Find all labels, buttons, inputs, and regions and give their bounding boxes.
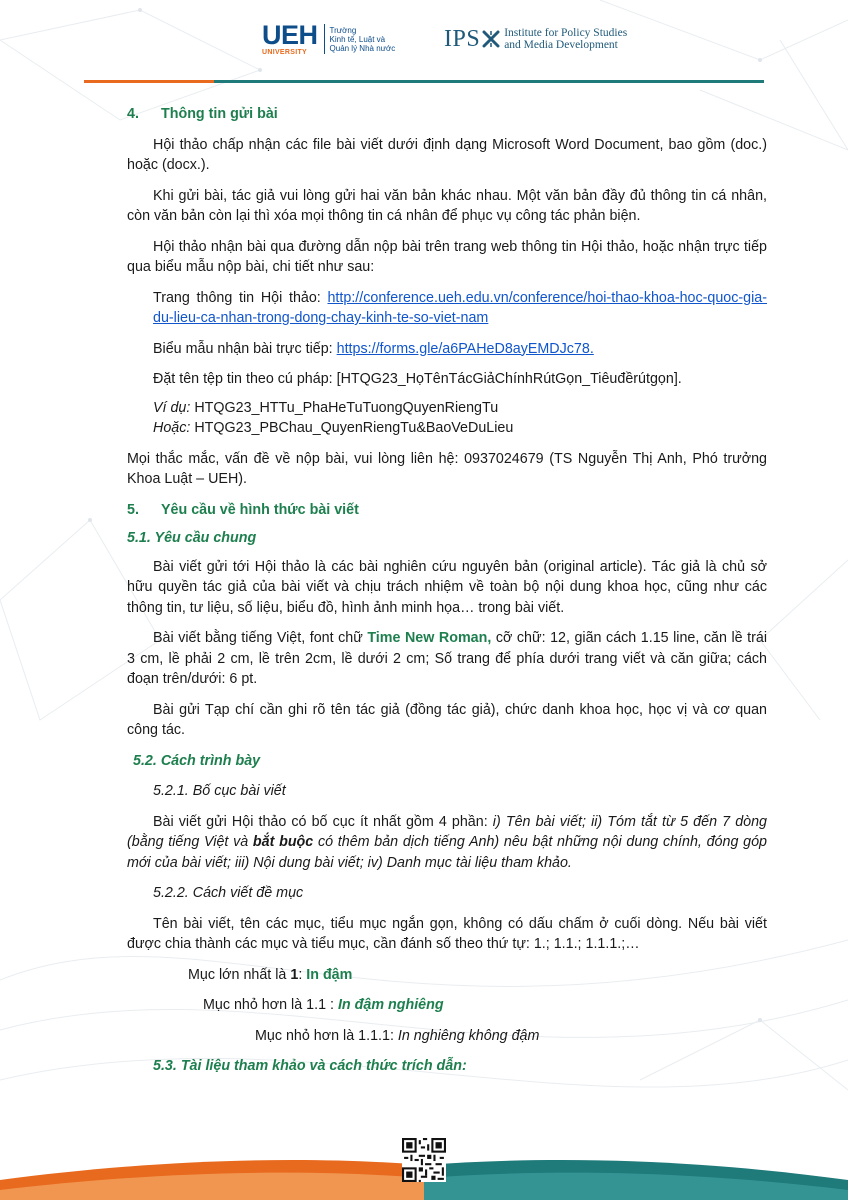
level-1-text: Mục lớn nhất là (188, 966, 291, 983)
section-5-2-1-paragraph (127, 812, 767, 874)
level-3-text: Mục nhỏ hơn là 1.1.1: (255, 1027, 398, 1044)
layout-text-rest: có thêm bản dịch tiếng Anh) nêu bật những nội dung chính, đóng góp mới của bài viết; iii) Nội dung bài viết; iv) Danh mục tài liệu tham khảo. (127, 834, 767, 871)
level-1-number: 1 (290, 966, 299, 983)
level-1-separator: : (298, 966, 307, 983)
section-4-paragraph-1: Hội thảo chấp nhận các file bài viết dưới định dạng Microsoft Word Document, bao gồm (doc.) hoặc (docx.). (127, 136, 767, 173)
heading-level-2-rule (127, 995, 767, 1016)
form-link[interactable]: https://forms.gle/a6PAHeD8ayEMDJc78. (336, 340, 594, 357)
example-label: Ví dụ: (153, 399, 191, 416)
section-4-heading (127, 104, 767, 125)
section-5-heading (127, 500, 767, 521)
website-label: Trang thông tin Hội thảo: (153, 289, 328, 306)
section-4-title: Thông tin gửi bài (161, 106, 278, 122)
section-5-1-paragraph-1: Bài viết gửi tới Hội thảo là các bài nghiên cứu nguyên bản (original article). Tác giả là chủ sở hữu quyền tác giả của bài viết và chịu trách nhiệm về toàn bộ nội dung khoa học, cũng như các thông tin, tư liệu, số liệu, biểu đồ, hình ảnh minh họa… trong bài viết. (127, 558, 767, 616)
alternative-value: HTQG23_PBChau_QuyenRiengTu&BaoVeDuLieu (190, 420, 514, 436)
level-3-style: In nghiêng không đậm (397, 1027, 540, 1044)
ips-sub-line2: and Media Development (504, 39, 618, 51)
section-5-1-heading: 5.1. Yêu cầu chung (127, 530, 257, 546)
header-divider-teal (214, 80, 764, 83)
contact-paragraph: Mọi thắc mắc, vấn đề về nộp bài, vui lòng liên hệ: 0937024679 (TS Nguyễn Thị Anh, Phó trưởng Khoa Luật – UEH). (127, 450, 767, 487)
ips-cross-icon (482, 30, 500, 48)
section-4-number: 4. (127, 106, 139, 122)
section-4-paragraph-3: Hội thảo nhận bài qua đường dẫn nộp bài trên trang web thông tin Hội thảo, hoặc nhận trực tiếp qua biểu mẫu nộp bài, chi tiết như sau: (127, 238, 767, 275)
layout-text-intro: Bài viết gửi Hội thảo có bố cục ít nhất gồm 4 phần: (153, 813, 493, 830)
ueh-wordmark (262, 22, 318, 57)
section-5-1-paragraph-3: Bài gửi Tạp chí cần ghi rõ tên tác giả (đồng tác giả), chức danh khoa học, học vị và cơ quan công tác. (127, 701, 767, 738)
layout-text-mandatory: bắt buộc (252, 834, 314, 850)
section-5-number: 5. (127, 501, 139, 518)
alternative-label: Hoặc: (153, 420, 191, 436)
form-line (127, 339, 767, 360)
ueh-sub-line1: Trường (329, 26, 357, 35)
font-text-before: Bài viết bằng tiếng Việt, font chữ (153, 630, 368, 646)
naming-rule: Đặt tên tệp tin theo cú pháp: [HTQG23_HọTênTácGiảChínhRútGọn_Tiêuđềrútgọn]. (153, 371, 682, 387)
ueh-logo-university: UNIVERSITY (262, 49, 308, 56)
ips-logo-subtitle (504, 27, 627, 51)
level-1-style: In đậm (306, 966, 353, 983)
website-line (127, 288, 767, 329)
ips-logo-text: IPS (444, 25, 481, 52)
heading-level-3-rule (127, 1026, 767, 1047)
layout-text-parts: i) Tên bài viết; ii) Tóm tắt từ 5 đến 7 dòng (bằng tiếng Việt và (127, 813, 767, 850)
section-5-1-paragraph-2 (127, 628, 767, 690)
font-name: Time New Roman, (367, 630, 492, 646)
form-label: Biểu mẫu nhận bài trực tiếp: (153, 340, 337, 357)
website-link[interactable]: http://conference.ueh.edu.vn/conference/hoi-thao-khoa-hoc-quoc-gia-du-lieu-ca-nhan-trong-dong-chay-kinh-te-so-viet-nam (153, 289, 767, 326)
example-line (127, 398, 767, 419)
alternative-example-line (127, 418, 767, 439)
document-body (127, 104, 767, 1077)
ueh-sub-line3: Quản lý Nhà nước (329, 44, 396, 53)
section-4-paragraph-2: Khi gửi bài, tác giả vui lòng gửi hai văn bản khác nhau. Một văn bản đầy đủ thông tin cá nhân, còn văn bản còn lại thì xóa mọi thông tin cá nhân để phục vụ công tác phản biện. (127, 187, 767, 224)
header-divider (84, 80, 764, 83)
header-divider-orange (84, 80, 214, 83)
ueh-logo (262, 22, 395, 58)
ueh-sub-line2: Kinh tế, Luật và (329, 35, 386, 44)
example-value: HTQG23_HTTu_PhaHeTuTuongQuyenRiengTu (190, 399, 499, 416)
ips-sub-line1: Institute for Policy Studies (504, 27, 628, 39)
section-5-2-2-heading: 5.2.2. Cách viết đề mục (153, 885, 304, 901)
section-5-title: Yêu cầu về hình thức bài viết (161, 501, 359, 518)
ips-logo (444, 22, 627, 56)
ueh-logo-subtitle (330, 26, 396, 53)
section-5-2-2-paragraph: Tên bài viết, tên các mục, tiểu mục ngắn gọn, không có dấu chấm ở cuối dòng. Nếu bài viết được chia thành các mục và tiểu mục, cần đánh số theo thứ tự: 1.; 1.1.; 1.1.1.;… (127, 915, 767, 952)
section-5-2-1-heading: 5.2.1. Bố cục bài viết (153, 783, 286, 799)
ueh-logo-text: UEH (262, 20, 318, 50)
section-5-2-heading: 5.2. Cách trình bày (133, 752, 261, 769)
heading-level-1-rule (127, 965, 767, 986)
level-2-style: In đậm nghiêng (337, 997, 444, 1013)
level-2-text: Mục nhỏ hơn là 1.1 : (203, 997, 338, 1013)
ueh-logo-divider (324, 24, 325, 54)
section-5-3-heading: 5.3. Tài liệu tham khảo và cách thức trích dẫn: (153, 1058, 467, 1074)
qr-code-icon[interactable] (402, 1138, 446, 1182)
font-text-after: cỡ chữ: 12, giãn cách 1.15 line, căn lề trái 3 cm, lề phải 2 cm, lề trên 2cm, lề dưới 2 cm; Số trang để phía dưới trang viết và căn giữa; cách đoạn trên/dưới: 6 pt. (127, 630, 767, 687)
page-header (0, 0, 848, 90)
